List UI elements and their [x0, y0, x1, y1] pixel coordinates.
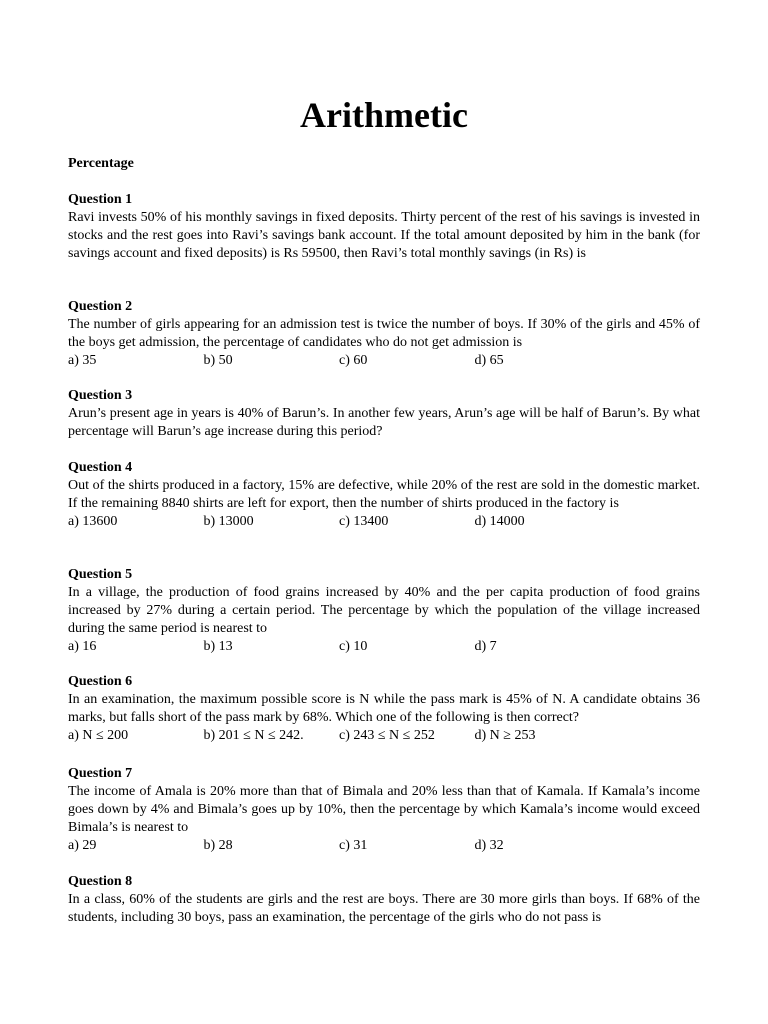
question-heading: Question 2: [68, 299, 133, 314]
answer-options: [68, 837, 700, 855]
answer-options: [68, 352, 700, 370]
option-d: d) 7: [474, 639, 497, 654]
option-a: a) 13600: [68, 514, 118, 529]
option-c: c) 31: [339, 838, 368, 853]
option-d: d) 65: [474, 353, 504, 368]
question-6: [68, 673, 700, 745]
option-d: d) 14000: [474, 514, 525, 529]
question-8: [68, 873, 700, 927]
question-text: Ravi invests 50% of his monthly savings in fixed deposits. Thirty percent of the rest of his savings is invested in stocks and the rest goes into Ravi’s savings bank account. If the total amount deposited by him in the bank (for savings account and fixed deposits) is Rs 59500, then Ravi’s total monthly savings (in Rs) is: [68, 210, 700, 261]
question-heading: Question 3: [68, 388, 133, 403]
option-b: b) 50: [203, 353, 233, 368]
option-b: b) 28: [203, 838, 233, 853]
question-heading: Question 6: [68, 674, 133, 689]
question-2: [68, 298, 700, 370]
question-3: [68, 387, 700, 441]
answer-options: [68, 727, 700, 745]
option-d: d) N ≥ 253: [474, 728, 536, 743]
option-c: c) 243 ≤ N ≤ 252: [339, 728, 435, 743]
question-5: [68, 566, 700, 656]
answer-options: [68, 638, 700, 656]
question-heading: Question 1: [68, 192, 133, 207]
option-a: a) 29: [68, 838, 97, 853]
question-heading: Question 4: [68, 460, 133, 475]
option-d: d) 32: [474, 838, 504, 853]
question-7: [68, 765, 700, 855]
option-c: c) 10: [339, 639, 368, 654]
option-a: a) 16: [68, 639, 97, 654]
question-text: Out of the shirts produced in a factory, 15% are defective, while 20% of the rest are sold in the domestic market. If the remaining 8840 shirts are left for export, then the number of shirts produced in the factory is: [68, 478, 700, 511]
option-c: c) 13400: [339, 514, 389, 529]
page-title: Arithmetic: [300, 95, 468, 135]
question-text: Arun’s present age in years is 40% of Barun’s. In another few years, Arun’s age will be half of Barun’s. By what percentage will Barun’s age increase during this period?: [68, 406, 700, 439]
section-heading: Percentage: [68, 156, 134, 171]
option-a: a) 35: [68, 353, 97, 368]
question-1: [68, 191, 700, 263]
question-text: In an examination, the maximum possible score is N while the pass mark is 45% of N. A candidate obtains 36 marks, but falls short of the pass mark by 68%. Which one of the following is then correct?: [68, 692, 700, 725]
answer-options: [68, 513, 700, 531]
question-heading: Question 5: [68, 567, 133, 582]
option-c: c) 60: [339, 353, 368, 368]
option-b: b) 13: [203, 639, 233, 654]
option-a: a) N ≤ 200: [68, 728, 129, 743]
question-text: The income of Amala is 20% more than that of Bimala and 20% less than that of Kamala. If Kamala’s income goes down by 4% and Bimala’s goes up by 10%, then the percentage by which Kamala’s income would exceed Bimala’s is nearest to: [68, 784, 700, 835]
option-b: b) 201 ≤ N ≤ 242.: [203, 728, 304, 743]
question-heading: Question 8: [68, 874, 133, 889]
question-text: In a class, 60% of the students are girls and the rest are boys. There are 30 more girls than boys. If 68% of the students, including 30 boys, pass an examination, the percentage of the girls who do not pass is: [68, 892, 700, 925]
option-b: b) 13000: [203, 514, 254, 529]
question-text: In a village, the production of food grains increased by 40% and the per capita production of food grains increased by 27% during a certain period. The percentage by which the population of the village increased during the same period is nearest to: [68, 585, 700, 636]
question-text: The number of girls appearing for an admission test is twice the number of boys. If 30% of the girls and 45% of the boys get admission, the percentage of candidates who do not get admission is: [68, 317, 700, 350]
question-4: [68, 459, 700, 531]
question-heading: Question 7: [68, 766, 133, 781]
